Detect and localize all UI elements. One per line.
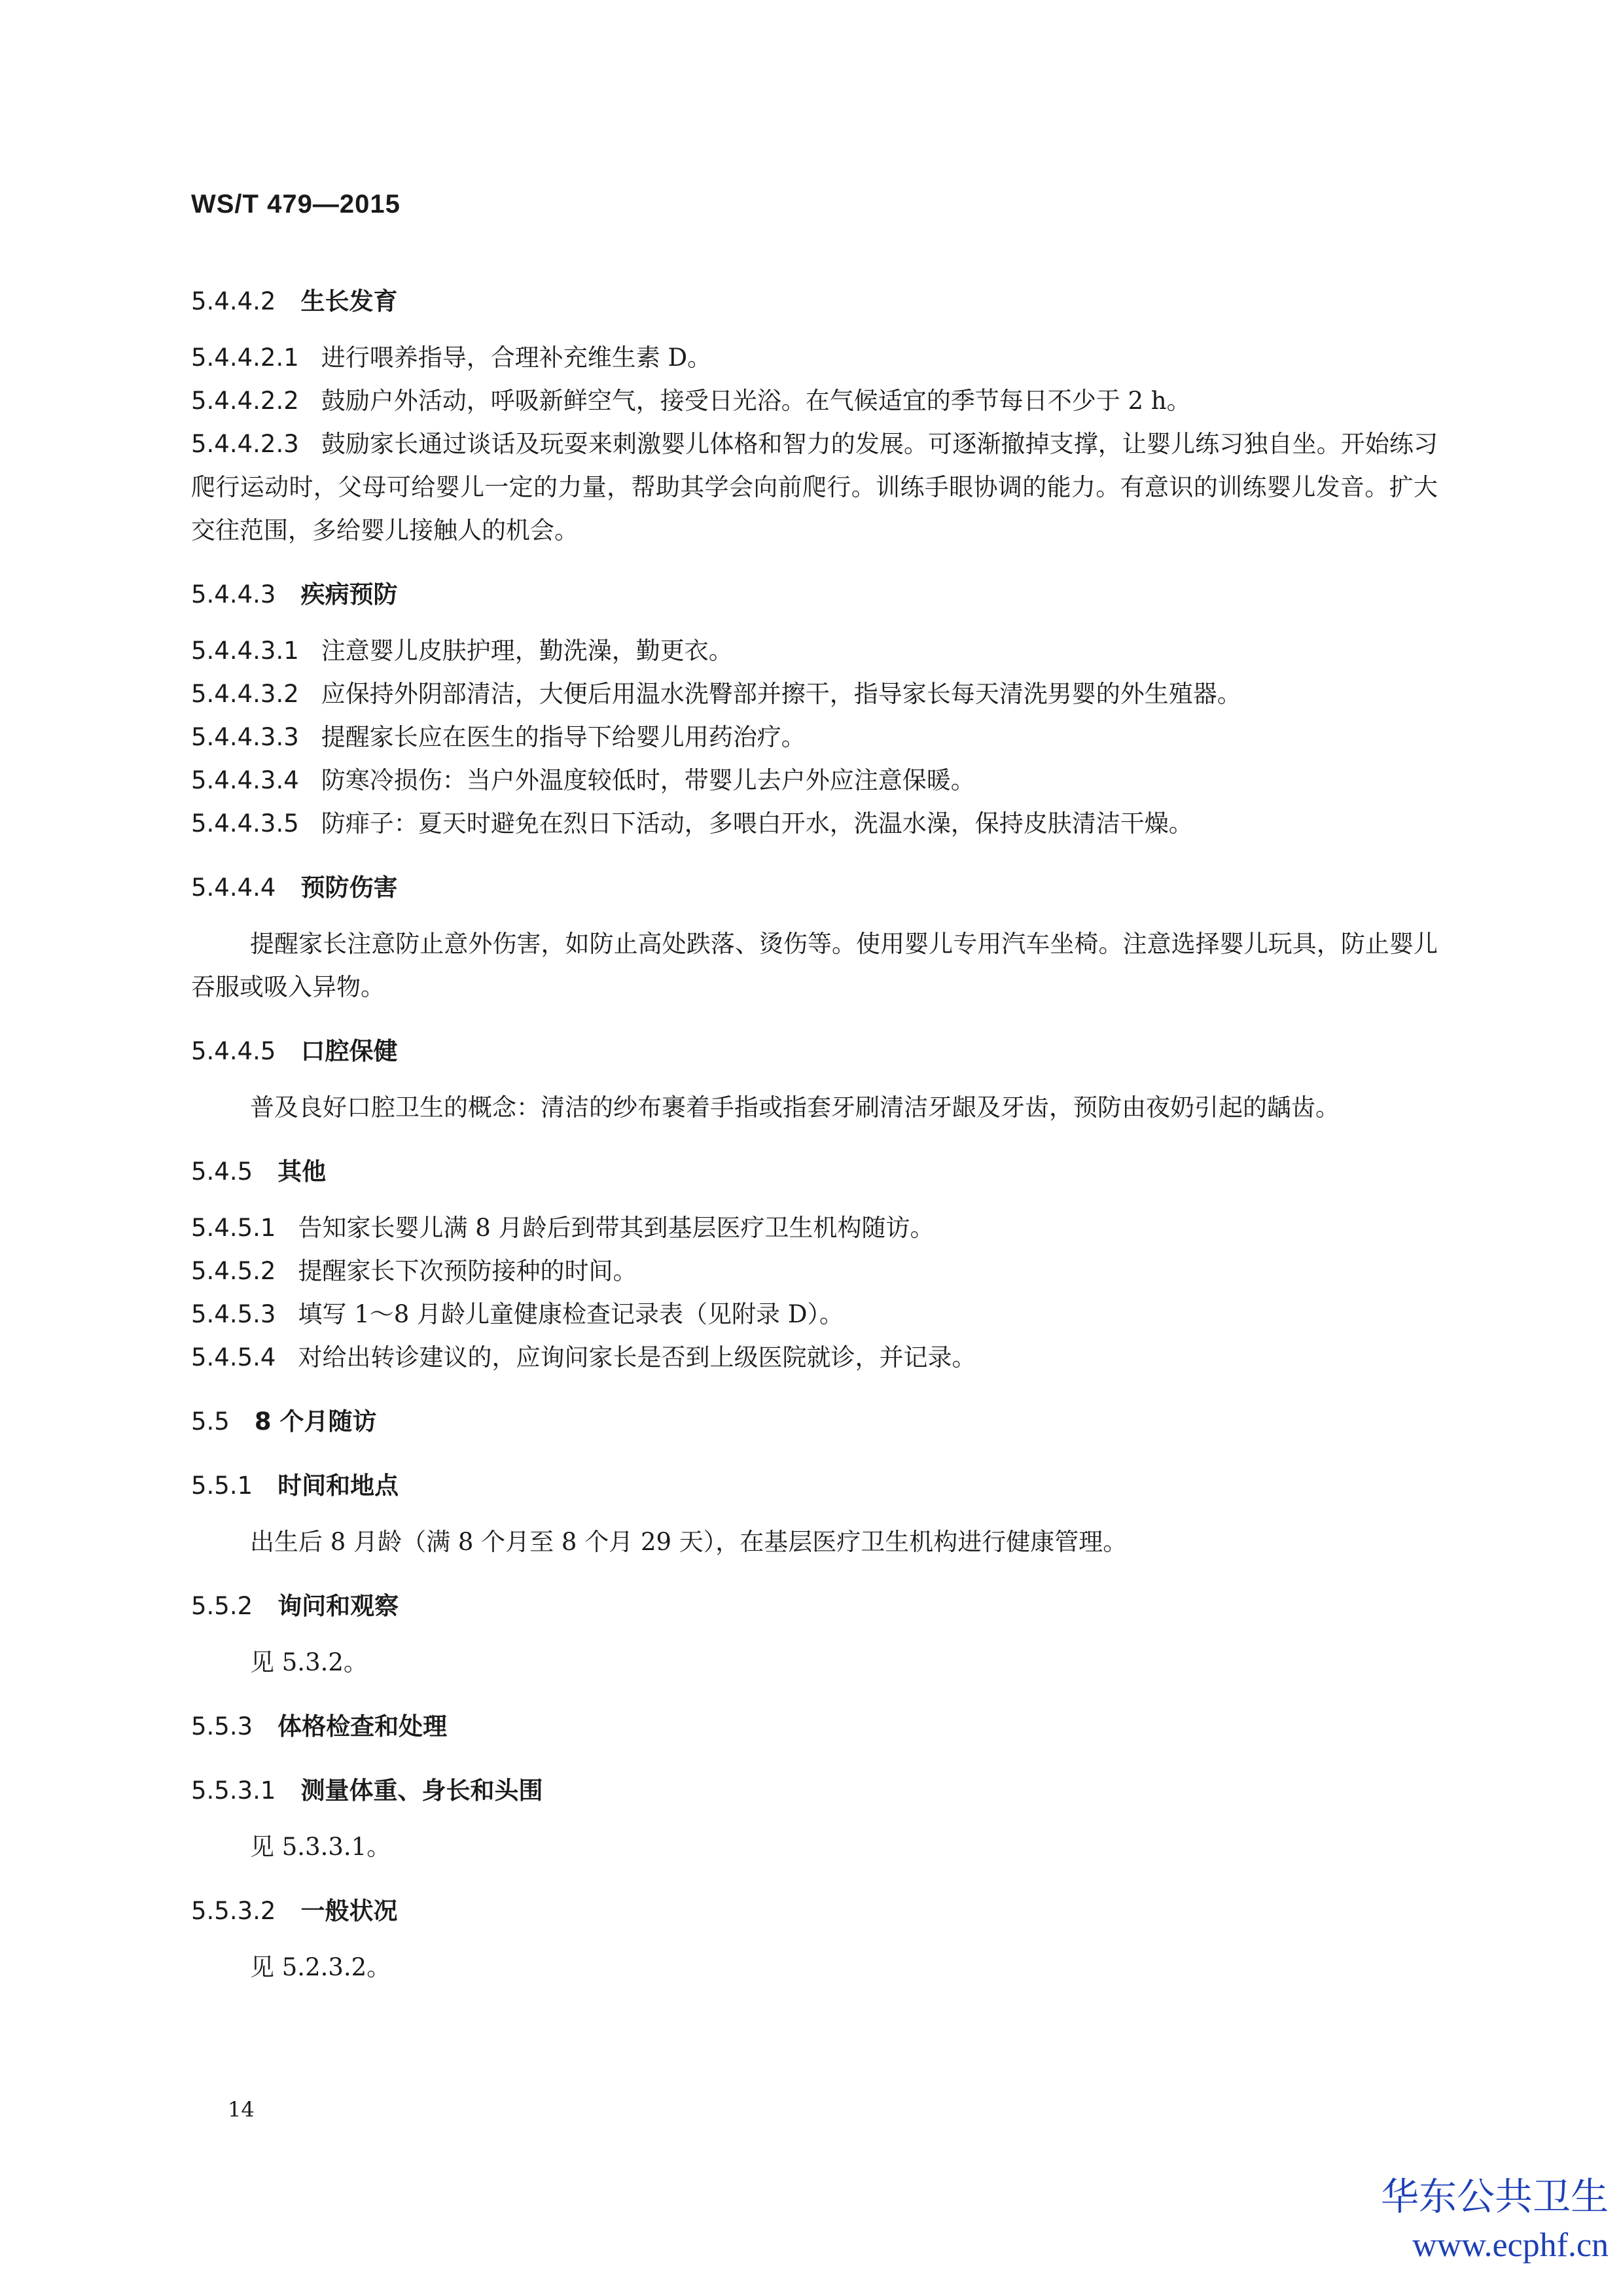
section-5-4-5 [191,1150,1438,1379]
section-title: 测量体重、身长和头围 [300,1776,543,1805]
clause-text: 防痱子：夏天时避免在烈日下活动，多喂白开水，洗温水澡，保持皮肤清洁干燥。 [321,809,1193,838]
section-title: 时间和地点 [277,1472,399,1500]
clause-text: 提醒家长下次预防接种的时间。 [298,1257,637,1285]
clause-number: 5.4.4.3.2 [191,680,299,708]
clause-text: 鼓励户外活动，呼吸新鲜空气，接受日光浴。在气候适宜的季节每日不少于 2 h。 [321,387,1191,415]
section-heading [191,1585,1438,1628]
clause-number: 5.4.5.1 [191,1214,276,1242]
clause-item [191,759,1438,802]
clause-item [191,336,1438,380]
clause-number: 5.4.5.4 [191,1343,276,1371]
clause-text: 进行喂养指导，合理补充维生素 D。 [321,344,712,372]
clause-text: 应保持外阴部清洁，大便后用温水洗臀部并擦干，指导家长每天清洗男婴的外生殖器。 [321,680,1241,708]
section-heading [191,1030,1438,1073]
watermark-name: 华东公共卫生 [1380,2174,1609,2219]
section-heading [191,1150,1438,1193]
clause-text: 注意婴儿皮肤护理，勤洗澡，勤更衣。 [321,637,733,665]
watermark-url: www.ecphf.cn [1412,2227,1609,2264]
clause-number: 5.4.4.2.3 [191,430,299,458]
document-body [191,280,1438,1989]
section-5-5-3-1 [191,1769,1438,1869]
section-paragraph: 出生后 8 月龄（满 8 个月至 8 个月 29 天），在基层医疗卫生机构进行健康管理。 [250,1528,1128,1556]
section-title: 疾病预防 [300,580,398,609]
section-5-4-4-3 [191,573,1438,845]
section-number: 5.5.3 [191,1712,253,1740]
clause-item [191,1336,1438,1379]
section-heading [191,1464,1438,1508]
clause-item [191,380,1438,423]
section-heading [191,1705,1438,1748]
section-heading [191,1890,1438,1933]
section-5-5-2 [191,1585,1438,1684]
watermark [1381,2171,1609,2269]
section-title: 一般状况 [300,1897,398,1925]
section-heading [191,573,1438,616]
section-number: 5.5.2 [191,1592,253,1620]
section-number: 5.4.4.3 [191,580,276,609]
clause-item [191,673,1438,716]
section-5-5-3-2 [191,1890,1438,1989]
section-heading [191,1769,1438,1812]
section-title: 询问和观察 [277,1592,399,1620]
clause-number: 5.4.4.3.4 [191,766,299,794]
clause-number: 5.4.4.3.5 [191,809,299,838]
section-5-4-4-4 [191,866,1438,1009]
clause-item [191,802,1438,845]
clause-item [191,716,1438,759]
section-number: 5.5.3.2 [191,1897,276,1925]
clause-text: 填写 1～8 月龄儿童健康检查记录表（见附录 D）。 [298,1300,844,1328]
section-title: 预防伤害 [300,874,398,902]
section-5-5 [191,1400,1438,1443]
section-paragraph: 见 5.3.2。 [250,1648,368,1676]
section-paragraph: 见 5.3.3.1。 [250,1833,391,1861]
clause-text: 提醒家长应在医生的指导下给婴儿用药治疗。 [321,723,806,751]
section-5-4-4-2 [191,280,1438,552]
clause-text: 鼓励家长通过谈话及玩耍来刺激婴儿体格和智力的发展。可逐渐撤掉支撑，让婴儿练习独自坐。开始练习爬行运动时，父母可给婴儿一定的力量，帮助其学会向前爬行。训练手眼协调的能力。有意识的训练婴儿发音。扩大交往范围，多给婴儿接触人的机会。 [191,430,1438,544]
section-5-5-3 [191,1705,1438,1748]
clause-number: 5.4.4.3.3 [191,723,299,751]
section-number: 5.4.4.4 [191,874,276,902]
clause-text: 防寒冷损伤：当户外温度较低时，带婴儿去户外应注意保暖。 [321,766,975,794]
clause-item [191,1293,1438,1336]
clause-number: 5.4.4.2.2 [191,387,299,415]
section-number: 5.5 [191,1407,230,1436]
page-number: 14 [228,2097,255,2122]
clause-number: 5.4.5.3 [191,1300,276,1328]
section-title: 8 个月随访 [254,1407,377,1436]
clause-text: 对给出转诊建议的，应询问家长是否到上级医院就诊，并记录。 [298,1343,976,1371]
clause-number: 5.4.4.3.1 [191,637,299,665]
section-heading [191,866,1438,910]
document-code: WS/T 479—2015 [191,190,401,219]
clause-number: 5.4.4.2.1 [191,344,299,372]
clause-text: 告知家长婴儿满 8 月龄后到带其到基层医疗卫生机构随访。 [298,1214,935,1242]
section-number: 5.4.4.5 [191,1037,276,1065]
section-heading [191,1400,1438,1443]
section-title: 口腔保健 [300,1037,398,1065]
section-5-5-1 [191,1464,1438,1564]
section-number: 5.5.3.1 [191,1776,276,1805]
section-number: 5.4.5 [191,1157,253,1186]
section-title: 体格检查和处理 [277,1712,448,1740]
section-5-4-4-5 [191,1030,1438,1129]
clause-number: 5.4.5.2 [191,1257,276,1285]
clause-item [191,629,1438,673]
clause-item [191,1207,1438,1250]
section-number: 5.4.4.2 [191,287,276,315]
section-paragraph: 普及良好口腔卫生的概念：清洁的纱布裹着手指或指套牙刷清洁牙龈及牙齿，预防由夜奶引起的龋齿。 [250,1093,1340,1122]
section-heading [191,280,1438,323]
section-paragraph: 提醒家长注意防止意外伤害，如防止高处跌落、烫伤等。使用婴儿专用汽车坐椅。注意选择婴儿玩具，防止婴儿吞服或吸入异物。 [191,930,1438,1001]
section-title: 生长发育 [300,287,398,315]
clause-item [191,1250,1438,1293]
section-title: 其他 [277,1157,327,1186]
section-paragraph: 见 5.2.3.2。 [250,1953,391,1981]
section-number: 5.5.1 [191,1472,253,1500]
clause-item [191,423,1438,552]
